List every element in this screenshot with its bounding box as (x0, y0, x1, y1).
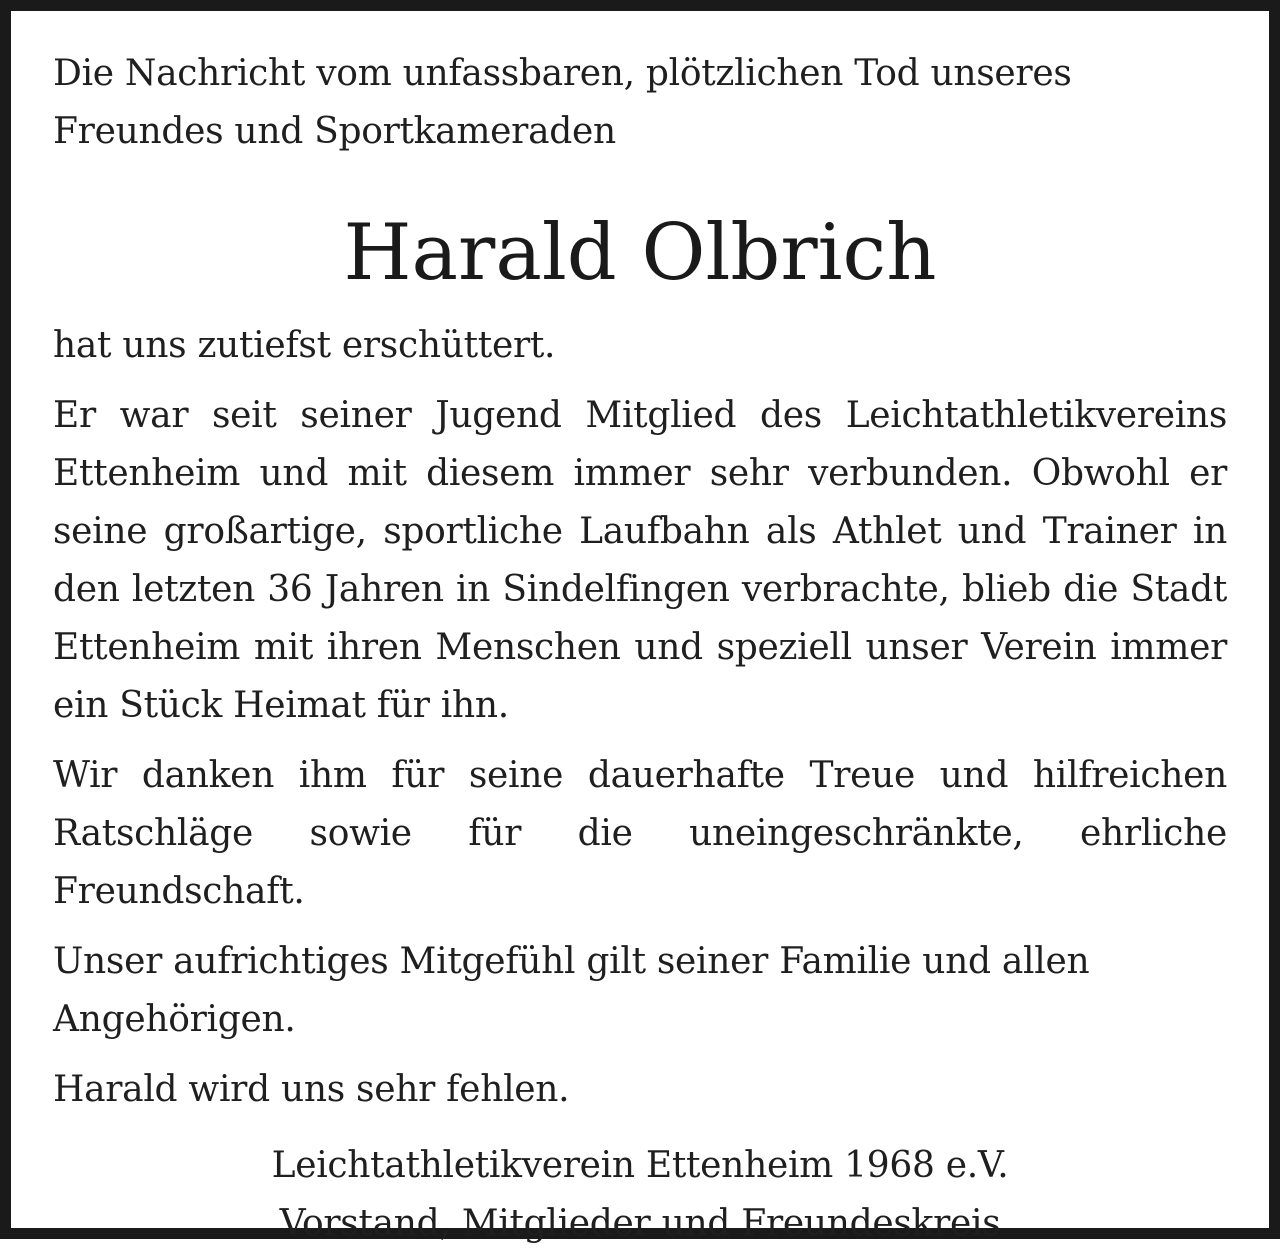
paragraph-farewell: Harald wird uns sehr fehlen. (53, 1069, 570, 1110)
signature-members: Vorstand, Mitglieder und Freundeskreis (279, 1203, 1001, 1244)
obituary-content (53, 45, 1227, 1253)
signature-club: Leichtathletikverein Ettenheim 1968 e.V. (271, 1145, 1009, 1186)
paragraph-gratitude: Wir danken ihm für seine dauerhafte Treue und hilfreichen Ratschläge sowie für die uneingeschränkte, ehrliche Freundschaft. (53, 755, 1227, 912)
paragraph-condolence: Unser aufrichtiges Mitgefühl gilt seiner Familie und allen Angehörigen. (53, 941, 1090, 1040)
paragraph-biography: Er war seit seiner Jugend Mitglied des Leichtathletikvereins Ettenheim und mit diesem immer sehr verbunden. Obwohl er seine großartige, sportliche Laufbahn als Athlet und Trainer in den letzten 36 Jahren in Sindelfingen verbrachte, blieb die Stadt Ettenheim mit ihren Menschen und speziell unser Verein immer ein Stück Heimat für ihn. (53, 395, 1227, 726)
after-name-text: hat uns zutiefst erschüttert. (53, 325, 556, 366)
deceased-name: Harald Olbrich (343, 208, 937, 298)
signature-block (53, 1137, 1227, 1253)
intro-text: Die Nachricht vom unfassbaren, plötzlichen Tod unseres Freundes und Sportkameraden (53, 53, 1072, 152)
